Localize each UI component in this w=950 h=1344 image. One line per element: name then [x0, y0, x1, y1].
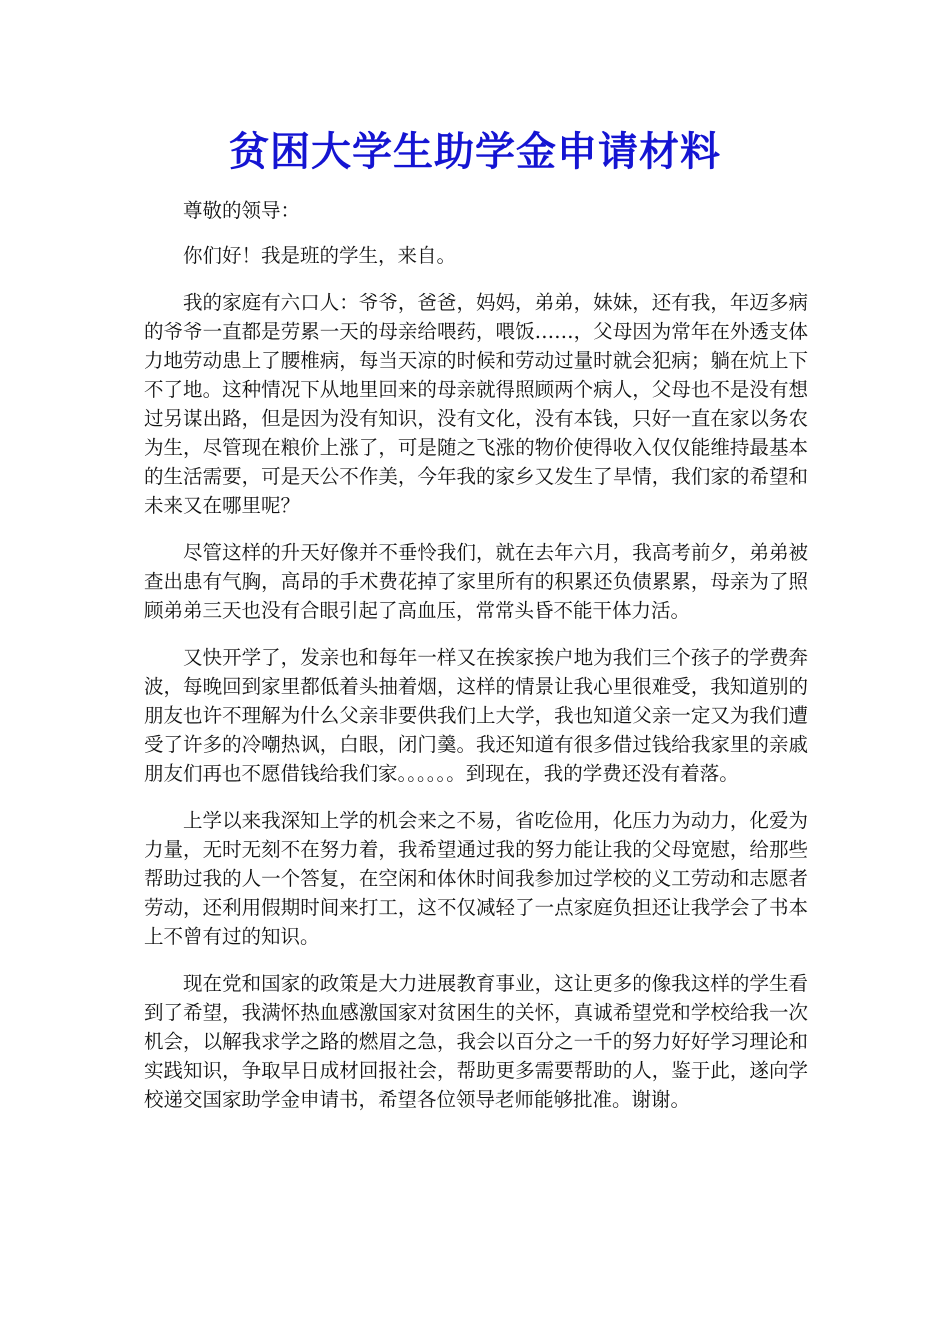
paragraph-hardship: 尽管这样的升天好像并不垂怜我们，就在去年六月，我高考前夕，弟弟被查出患有气胸，高昂的手术费花掉了家里所有的积累还负债累累，母亲为了照顾弟弟三天也没有合眼引起了高血压，常常头昏不能干体力活。: [144, 541, 808, 622]
document-title: 贫困大学生助学金申请材料: [229, 128, 721, 175]
document-body: [144, 196, 808, 1132]
paragraph-request: 现在党和国家的政策是大力进展教育事业，这让更多的像我这样的学生看到了希望，我满怀热血感激国家对贫困生的关怀，真诚希望党和学校给我一次机会，以解我求学之路的燃眉之急，我会以百分之一千的努力好好学习理论和实践知识，争取早日成材回报社会，帮助更多需要帮助的人，鉴于此，遂向学校递交国家助学金申请书，希望各位领导老师能够批准。谢谢。: [144, 972, 808, 1111]
paragraph-family: 我的家庭有六口人：爷爷，爸爸，妈妈，弟弟，妹妹，还有我，年迈多病的爷爷一直都是劳累一天的母亲给喂药，喂饭……，父母因为常年在外透支体力地劳动患上了腰椎病，每当天凉的时候和劳动过量时就会犯病；躺在炕上下不了地。这种情况下从地里回来的母亲就得照顾两个病人，父母也不是没有想过另谋出路，但是因为没有知识，没有文化，没有本钱，只好一直在家以务农为生，尽管现在粮价上涨了，可是随之飞涨的物价使得收入仅仅能维持最基本的生活需要，可是天公不作美，今年我的家乡又发生了旱情，我们家的希望和未来又在哪里呢？: [144, 291, 808, 517]
greeting: 你们好！我是班的学生，来自。: [183, 244, 457, 267]
paragraph-tuition: 又快开学了，发亲也和每年一样又在挨家挨户地为我们三个孩子的学费奔波，每晚回到家里都低着头抽着烟，这样的情景让我心里很难受，我知道别的朋友也许不理解为什么父亲非要供我们上大学，我也知道父亲一定又为我们遭受了许多的冷嘲热讽，白眼，闭门羹。我还知道有很多借过钱给我家里的亲戚朋友们再也不愿借钱给我们家。。。。。。到现在，我的学费还没有着落。: [144, 646, 808, 785]
paragraph-effort: 上学以来我深知上学的机会来之不易，省吃俭用，化压力为动力，化爱为力量，无时无刻不在努力着，我希望通过我的努力能让我的父母宽慰，给那些帮助过我的人一个答复，在空闲和体休时间我参加过学校的义工劳动和志愿者劳动，还利用假期时间来打工，这不仅减轻了一点家庭负担还让我学会了书本上不曾有过的知识。: [144, 809, 808, 948]
salutation: 尊敬的领导：: [183, 199, 301, 222]
